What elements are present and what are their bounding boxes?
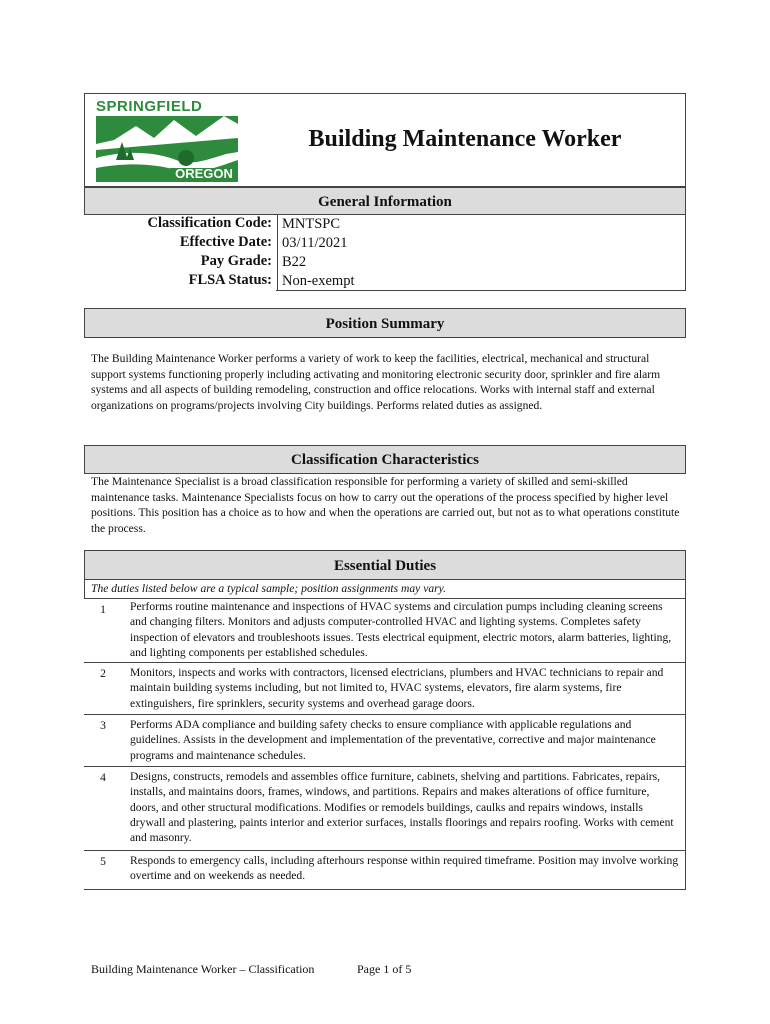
essential-duties-note: The duties listed below are a typical sample; position assignments may vary.: [84, 580, 686, 599]
duty-text: Monitors, inspects and works with contractors, licensed electricians, plumbers and HVAC technicians to repair and maintain building systems including, but not limited to, HVAC systems, elevators, fire alarm systems, fire extinguishers, fire sprinklers, security systems and overhead garage doors.: [130, 666, 664, 710]
position-summary-heading: Position Summary: [84, 308, 686, 338]
general-value: Non-exempt: [277, 272, 354, 291]
general-label: Classification Code:: [147, 215, 272, 231]
general-information-heading: General Information: [84, 187, 686, 215]
duty-row: [84, 599, 686, 663]
general-row-pay-grade: [84, 253, 686, 272]
duty-text: Performs ADA compliance and building safety checks to ensure compliance with applicable regulations and guidelines. Assists in the development and implementation of the preventative, corrective and major maintenance programs and maintenance schedules.: [130, 718, 656, 762]
footer-page-number: Page 1 of 5: [357, 962, 412, 976]
classification-characteristics-heading: Classification Characteristics: [84, 445, 686, 474]
footer-document-title: Building Maintenance Worker – Classification: [91, 962, 315, 976]
duty-row: [84, 767, 686, 851]
duty-text: Responds to emergency calls, including afterhours response within required timeframe. Position may involve working overtime and on weekends as needed.: [130, 854, 679, 883]
general-row-effective-date: [84, 234, 686, 253]
general-row-classification-code: [84, 215, 686, 234]
duty-number: 2: [100, 667, 106, 680]
page-title: Building Maintenance Worker: [308, 126, 622, 152]
classification-characteristics-text: The Maintenance Specialist is a broad classification responsible for performing a variety of skilled and semi-skilled maintenance tasks. Maintenance Specialists focus on how to carry out the operations of the process specified by higher level positions. This position has a choice as to how and when the operations are carried out, but not as to what operations constitute the process.: [91, 475, 680, 535]
logo-top-text: SPRINGFIELD: [96, 98, 203, 115]
duty-row: [84, 663, 686, 715]
duty-number: 3: [100, 719, 106, 732]
general-value: B22: [277, 253, 306, 272]
general-label: Pay Grade:: [200, 253, 272, 269]
general-value: 03/11/2021: [277, 234, 348, 253]
duty-text: Performs routine maintenance and inspections of HVAC systems and circulation pumps including cleaning screens and changing filters. Monitors and adjusts computer-controlled HVAC and lighting systems. Completes safety inspection of elevators and troubleshoots issues. Tests electrical equipment, electric motors, alarm batteries, lighting, and lighting components per established schedules.: [130, 600, 672, 659]
duty-number: 4: [100, 771, 106, 784]
general-label: FLSA Status:: [188, 272, 272, 288]
duty-number: 5: [100, 855, 106, 868]
duty-text: Designs, constructs, remodels and assembles office furniture, cabinets, shelving and partitions. Fabricates, repairs, installs, and maintains doors, frames, windows, and partitions. Repairs and makes alterations of office furniture, doors, and other structural modifications. Modifies or remodels buildings, caulks and repairs windows, installs drywall and plastering, paints interior and exterior surfaces, installs floorings and repairs roofing. Works with cement and masonry.: [130, 770, 674, 845]
essential-duties-table: [84, 599, 686, 890]
general-label: Effective Date:: [179, 234, 272, 250]
position-summary-text: The Building Maintenance Worker performs a variety of work to keep the facilities, electrical, mechanical and structural support systems functioning properly including activating and monitoring electronic security door, sprinkler and fire alarm systems and all aspects of building remodeling, construction and office relocations. Works with internal staff and external organizations on programs/projects involving City buildings. Performs related duties as assigned.: [91, 352, 661, 412]
springfield-oregon-logo: [96, 98, 238, 182]
logo-bottom-text: OREGON: [175, 166, 233, 181]
general-row-flsa-status: [84, 272, 686, 291]
duty-number: 1: [100, 603, 106, 616]
essential-duties-heading: Essential Duties: [84, 550, 686, 580]
duty-row: [84, 851, 686, 890]
general-value: MNTSPC: [277, 215, 340, 234]
duty-row: [84, 715, 686, 767]
